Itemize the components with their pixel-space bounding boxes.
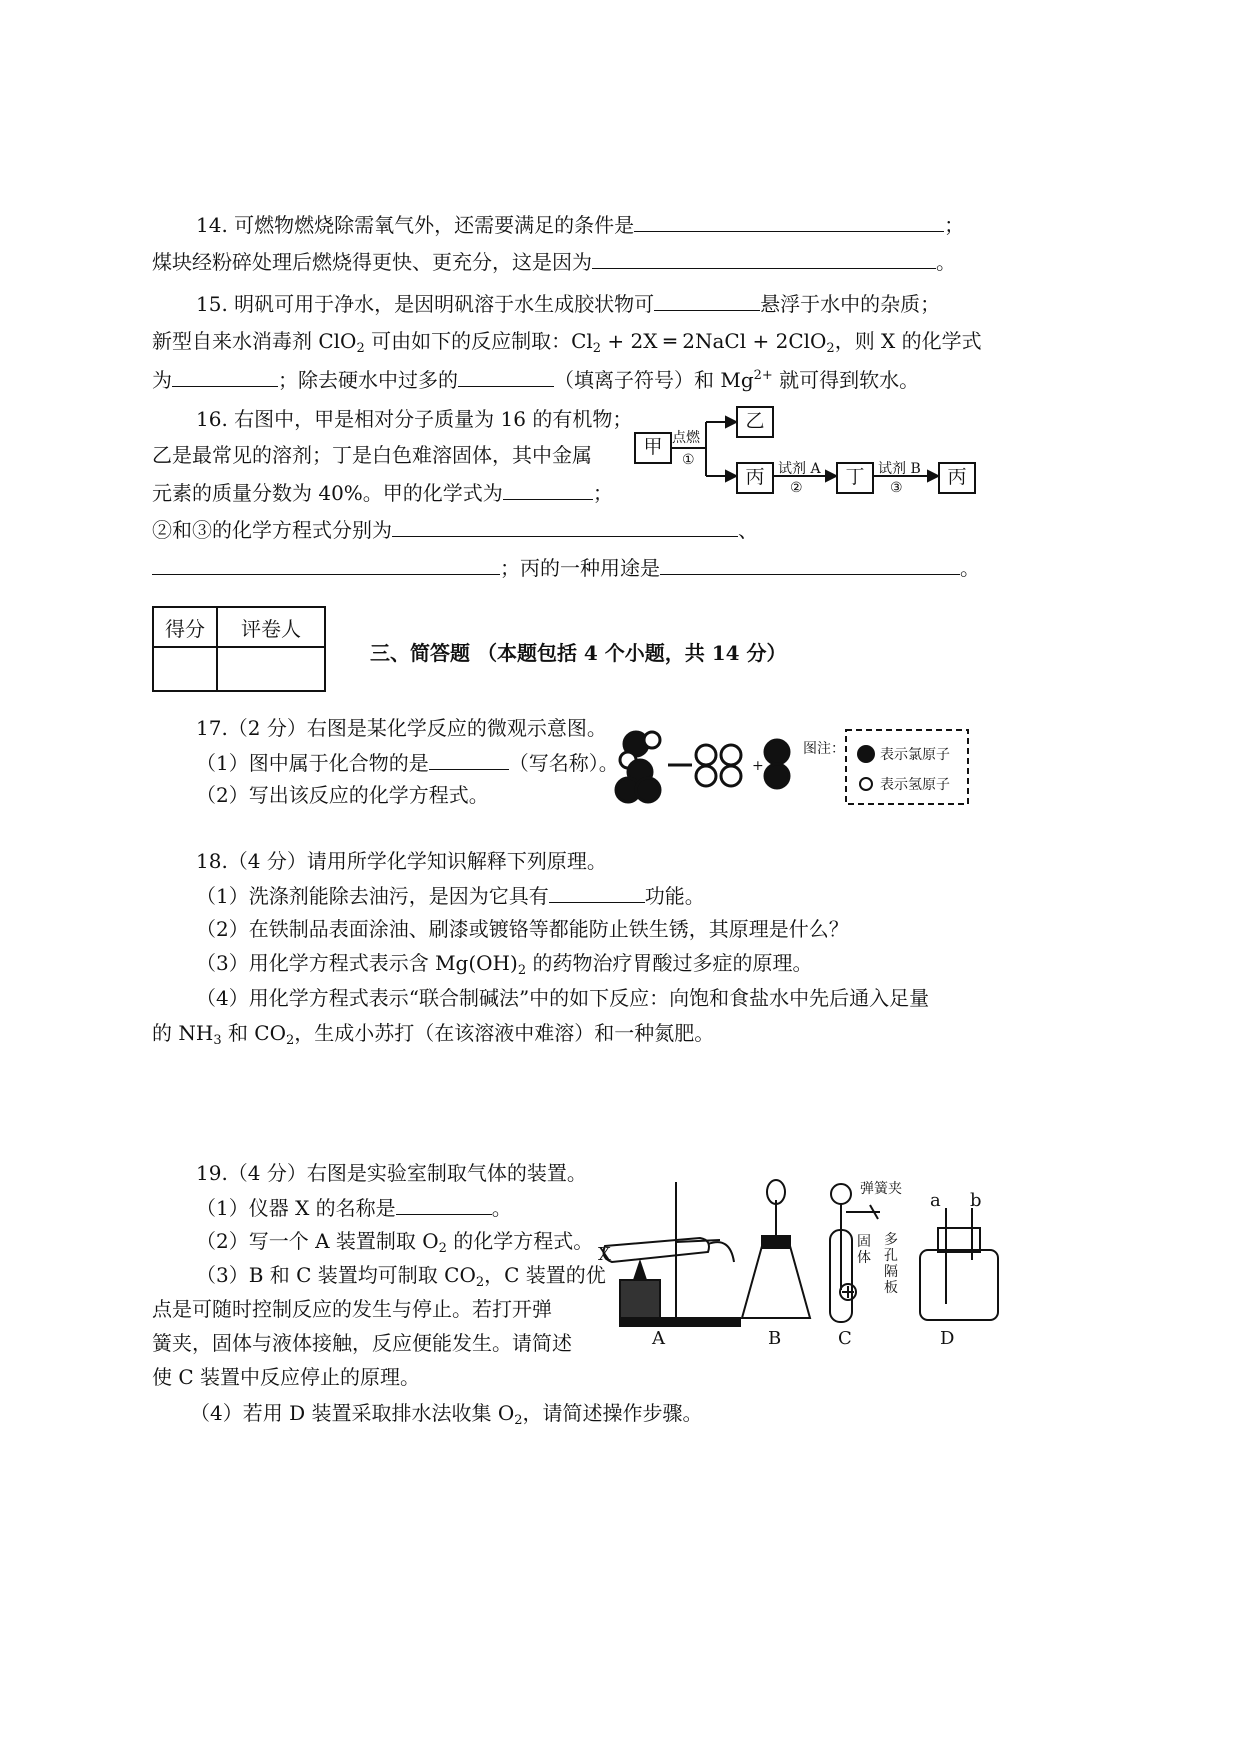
q16-box-bing: 丙 [736, 462, 774, 494]
q16-box-yi: 乙 [736, 406, 774, 438]
q16-line4: ②和③的化学方程式分别为 、 [152, 518, 758, 542]
q19-line6: 簧夹，固体与液体接触，反应便能发生。请简述 [152, 1331, 572, 1355]
q18-line5: （4）用化学方程式表示“联合制碱法”中的如下反应：向饱和食盐水中先后通入足量 [196, 986, 930, 1010]
q16-box-jia: 甲 [634, 432, 672, 464]
q16-line3: 元素的质量分数为 40%。甲的化学式为 ； [152, 481, 613, 505]
q18-line4: （3）用化学方程式表示含 $Mg(OH)_2$ 的药物治疗胃酸过多症的原理。 [196, 951, 813, 978]
q16-box-ding: 丁 [836, 462, 874, 494]
q15-line3: 为 ；除去硬水中过多的 （填离子符号）和 $Mg^{2+}$ 就可得到软水。 [152, 368, 920, 392]
q17-legend-hydrogen: 表示氢原子 [880, 777, 950, 793]
q19-label-C: C [838, 1328, 852, 1349]
q19-label-solid: 固体 [857, 1234, 871, 1266]
q19-line8: （4）若用 D 装置采取排水法收集 $O_2$，请简述操作步骤。 [190, 1401, 703, 1428]
section3-title: 三、简答题 （本题包括 4 个小题，共 14 分） [370, 641, 787, 665]
q15-line1: 15. 明矾可用于净水，是因明矾溶于水生成胶状物可 悬浮于水中的杂质； [196, 292, 941, 316]
q18-line3: （2）在铁制品表面涂油、刷漆或镀铬等都能防止铁生锈，其原理是什么？ [196, 917, 849, 941]
q16-line5: ；丙的一种用途是 。 [152, 554, 980, 581]
q19-label-x: X [598, 1244, 611, 1265]
q17-line1: 17.（2 分）右图是某化学反应的微观示意图。 [196, 716, 607, 740]
q16-line1: 16. 右图中，甲是相对分子质量为 16 的有机物； [196, 407, 633, 431]
q19-label-a: a [930, 1190, 941, 1211]
q16-reagentA-label: 试剂 A [778, 461, 821, 477]
q19-line3: （2）写一个 A 装置制取 $O_2$ 的化学方程式。 [196, 1229, 594, 1256]
q16-ignite-label: 点燃 [672, 430, 700, 446]
q19-line2: （1）仪器 X 的名称是 。 [196, 1196, 512, 1220]
q18-line6: 的 $NH_3$ 和 $CO_2$，生成小苏打（在该溶液中难溶）和一种氮肥。 [152, 1021, 715, 1048]
q19-label-b: b [970, 1190, 982, 1211]
q17-legend-title: 图注： [803, 741, 845, 757]
q17-legend-chlorine: 表示氯原子 [880, 747, 950, 763]
grader-label: 评卷人 [217, 607, 325, 647]
q19-label-clamp: 弹簧夹 [860, 1181, 902, 1197]
q19-label-plate: 多孔隔板 [884, 1232, 898, 1296]
q17-line3: （2）写出该反应的化学方程式。 [196, 783, 489, 807]
q19-line7: 使 C 装置中反应停止的原理。 [152, 1365, 421, 1389]
q16-box-bing2: 丙 [938, 462, 976, 494]
score-label: 得分 [153, 607, 217, 647]
q14-line2: 煤块经粉碎处理后燃烧得更快、更充分，这是因为 。 [152, 250, 956, 274]
q19-label-B: B [768, 1328, 782, 1349]
q17-plus-sign: + [752, 758, 764, 774]
q19-label-D: D [940, 1328, 955, 1349]
q19-line5: 点是可随时控制反应的发生与停止。若打开弹 [152, 1297, 552, 1321]
q19-line1: 19.（4 分）右图是实验室制取气体的装置。 [196, 1161, 587, 1185]
q18-line2: （1）洗涤剂能除去油污，是因为它具有 功能。 [196, 884, 705, 908]
q18-line1: 18.（4 分）请用所学化学知识解释下列原理。 [196, 849, 607, 873]
q16-reagentB-label: 试剂 B [878, 461, 921, 477]
q16-step2-label: ② [790, 480, 803, 496]
q19-line4: （3）B 和 C 装置均可制取 $CO_2$，C 装置的优 [196, 1263, 606, 1290]
q15-line2: 新型自来水消毒剂 ClO$_2$ 可由如下的反应制取：$Cl_2 + 2X$ ═ 2NaCl + 2ClO$_2$，则 X 的化学式 [152, 329, 982, 356]
q16-step1-label: ① [682, 452, 695, 468]
q16-step3-label: ③ [890, 480, 903, 496]
q14-text: 14. 可燃物燃烧除需氧气外，还需要满足的条件是 [196, 213, 635, 237]
q19-label-A: A [652, 1328, 665, 1349]
q14-line1: 14. 可燃物燃烧除需氧气外，还需要满足的条件是 ； [196, 213, 965, 237]
q17-line2: （1）图中属于化合物的是 （写名称）。 [196, 751, 619, 775]
q16-line2: 乙是最常见的溶剂；丁是白色难溶固体，其中金属 [152, 443, 592, 467]
